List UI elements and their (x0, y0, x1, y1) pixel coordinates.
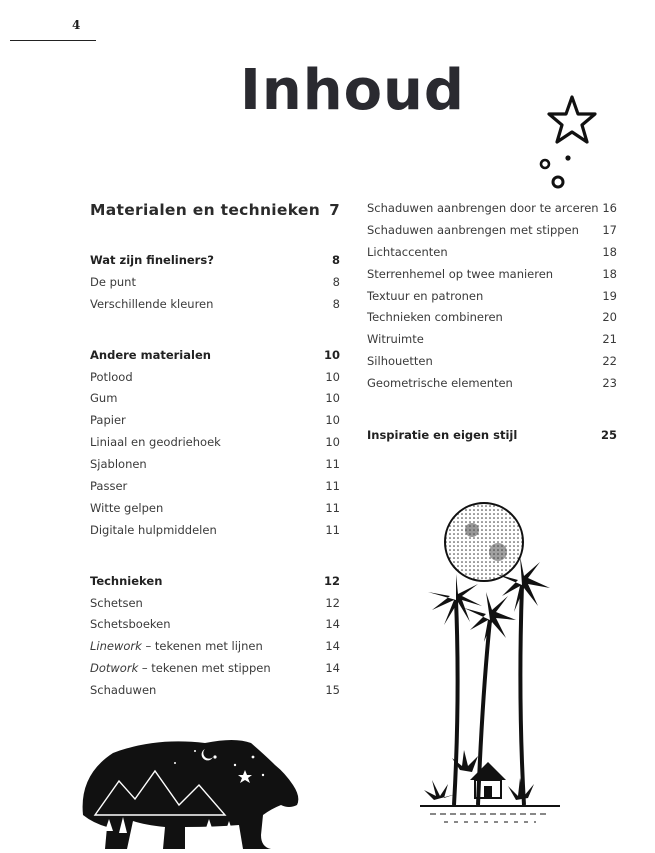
toc-section-heading (90, 253, 340, 275)
toc-item (367, 376, 617, 398)
toc-item-label: Sterrenhemel op twee manieren (367, 266, 554, 281)
toc-item-page: 8 (332, 274, 340, 289)
toc-item-label (90, 639, 263, 653)
toc-heading-page: 10 (323, 347, 340, 362)
toc-heading-label: Wat zijn fineliners? (90, 253, 214, 267)
toc-right-column (367, 201, 617, 450)
toc-main-page: 7 (329, 201, 340, 219)
toc-heading-label: Inspiratie en eigen stijl (367, 428, 518, 443)
toc-item-label: Potlood (90, 369, 133, 384)
toc-item (90, 639, 340, 661)
toc-item-label: Liniaal en geodriehoek (90, 435, 221, 450)
toc-item-label (90, 661, 271, 675)
toc-item (90, 661, 340, 683)
toc-item-label: Schetsboeken (90, 617, 171, 632)
toc-item-label: Schaduwen aanbrengen met stippen (367, 222, 579, 237)
toc-item-page: 18 (602, 244, 617, 259)
toc-item-label: Schaduwen (90, 683, 157, 698)
toc-item (367, 289, 617, 311)
toc-item (367, 245, 617, 267)
toc-item (90, 435, 340, 457)
page-number: 4 (72, 18, 81, 32)
toc-item-page: 12 (325, 595, 340, 610)
toc-item (367, 201, 617, 223)
page-number-rule (10, 40, 96, 41)
moon-palm-trees-illustration (420, 500, 560, 830)
toc-item (367, 223, 617, 245)
toc-item (90, 501, 340, 523)
toc-section-heading (90, 348, 340, 370)
toc-item-page: 14 (325, 617, 340, 632)
toc-item-page: 15 (325, 683, 340, 698)
toc-item-page: 14 (325, 639, 340, 654)
toc-item-label: Schetsen (90, 595, 143, 610)
toc-item-label: Verschillende kleuren (90, 296, 214, 311)
toc-item (90, 596, 340, 618)
toc-item-page: 20 (602, 310, 617, 325)
toc-item-page: 14 (325, 661, 340, 676)
toc-item-page: 19 (602, 288, 617, 303)
toc-item (367, 310, 617, 332)
toc-item-page: 23 (602, 376, 617, 391)
toc-item-label: Gum (90, 391, 118, 406)
toc-section-heading (367, 428, 617, 450)
toc-item-label: Technieken combineren (367, 310, 503, 325)
toc-left-column (90, 201, 340, 705)
toc-item-page: 10 (325, 369, 340, 384)
toc-heading-page: 12 (323, 573, 340, 588)
toc-item-label: Textuur en patronen (367, 288, 484, 303)
toc-item (90, 413, 340, 435)
toc-item-label-italic: Dotwork (90, 661, 139, 676)
toc-item (90, 457, 340, 479)
toc-item-label: Witte gelpen (90, 500, 164, 515)
toc-item-label: Schaduwen aanbrengen door te arceren (367, 201, 599, 215)
toc-heading-label: Technieken (90, 573, 163, 588)
toc-item-page: 17 (602, 222, 617, 237)
page-title: Inhoud (240, 58, 465, 123)
toc-item (367, 267, 617, 289)
toc-item-label: Geometrische elementen (367, 376, 513, 391)
toc-item (90, 391, 340, 413)
toc-item-label-italic: Linework (90, 639, 142, 654)
toc-item-page: 11 (325, 522, 340, 537)
toc-section-heading (90, 574, 340, 596)
toc-item-page: 22 (602, 354, 617, 369)
toc-item (90, 275, 340, 297)
toc-heading-page: 8 (331, 253, 340, 267)
toc-item-page: 10 (325, 435, 340, 450)
bear-silhouette-illustration (75, 735, 305, 853)
toc-item (90, 479, 340, 501)
toc-item-page: 10 (325, 413, 340, 428)
toc-item-label: Digitale hulpmiddelen (90, 522, 217, 537)
toc-item (90, 523, 340, 545)
toc-item-page: 18 (602, 266, 617, 281)
toc-item-page: 16 (602, 201, 617, 215)
toc-item-label: Lichtaccenten (367, 244, 448, 259)
toc-item (90, 617, 340, 639)
toc-item (90, 297, 340, 319)
toc-item-page: 11 (325, 500, 340, 515)
toc-item (367, 332, 617, 354)
toc-main-entry (90, 201, 340, 225)
toc-item-label: De punt (90, 274, 136, 289)
toc-item-page: 11 (325, 457, 340, 472)
toc-item-page: 8 (332, 296, 340, 311)
toc-item-label-rest: – tekenen met stippen (138, 661, 271, 676)
toc-item (90, 683, 340, 705)
toc-item-page: 10 (325, 391, 340, 406)
toc-item (90, 370, 340, 392)
toc-item-label-rest: – tekenen met lijnen (141, 639, 263, 654)
toc-item (367, 354, 617, 376)
toc-item-label: Papier (90, 413, 126, 428)
toc-item-label: Passer (90, 479, 128, 494)
toc-item-label: Witruimte (367, 332, 424, 347)
toc-item-page: 11 (325, 479, 340, 494)
toc-item-page: 21 (602, 332, 617, 347)
toc-heading-page: 25 (600, 428, 617, 443)
toc-item-label: Silhouetten (367, 354, 433, 369)
star-doodle-icon (535, 92, 605, 192)
toc-heading-label: Andere materialen (90, 347, 211, 362)
toc-item-label: Sjablonen (90, 457, 147, 472)
toc-main-label: Materialen en technieken (90, 201, 321, 219)
